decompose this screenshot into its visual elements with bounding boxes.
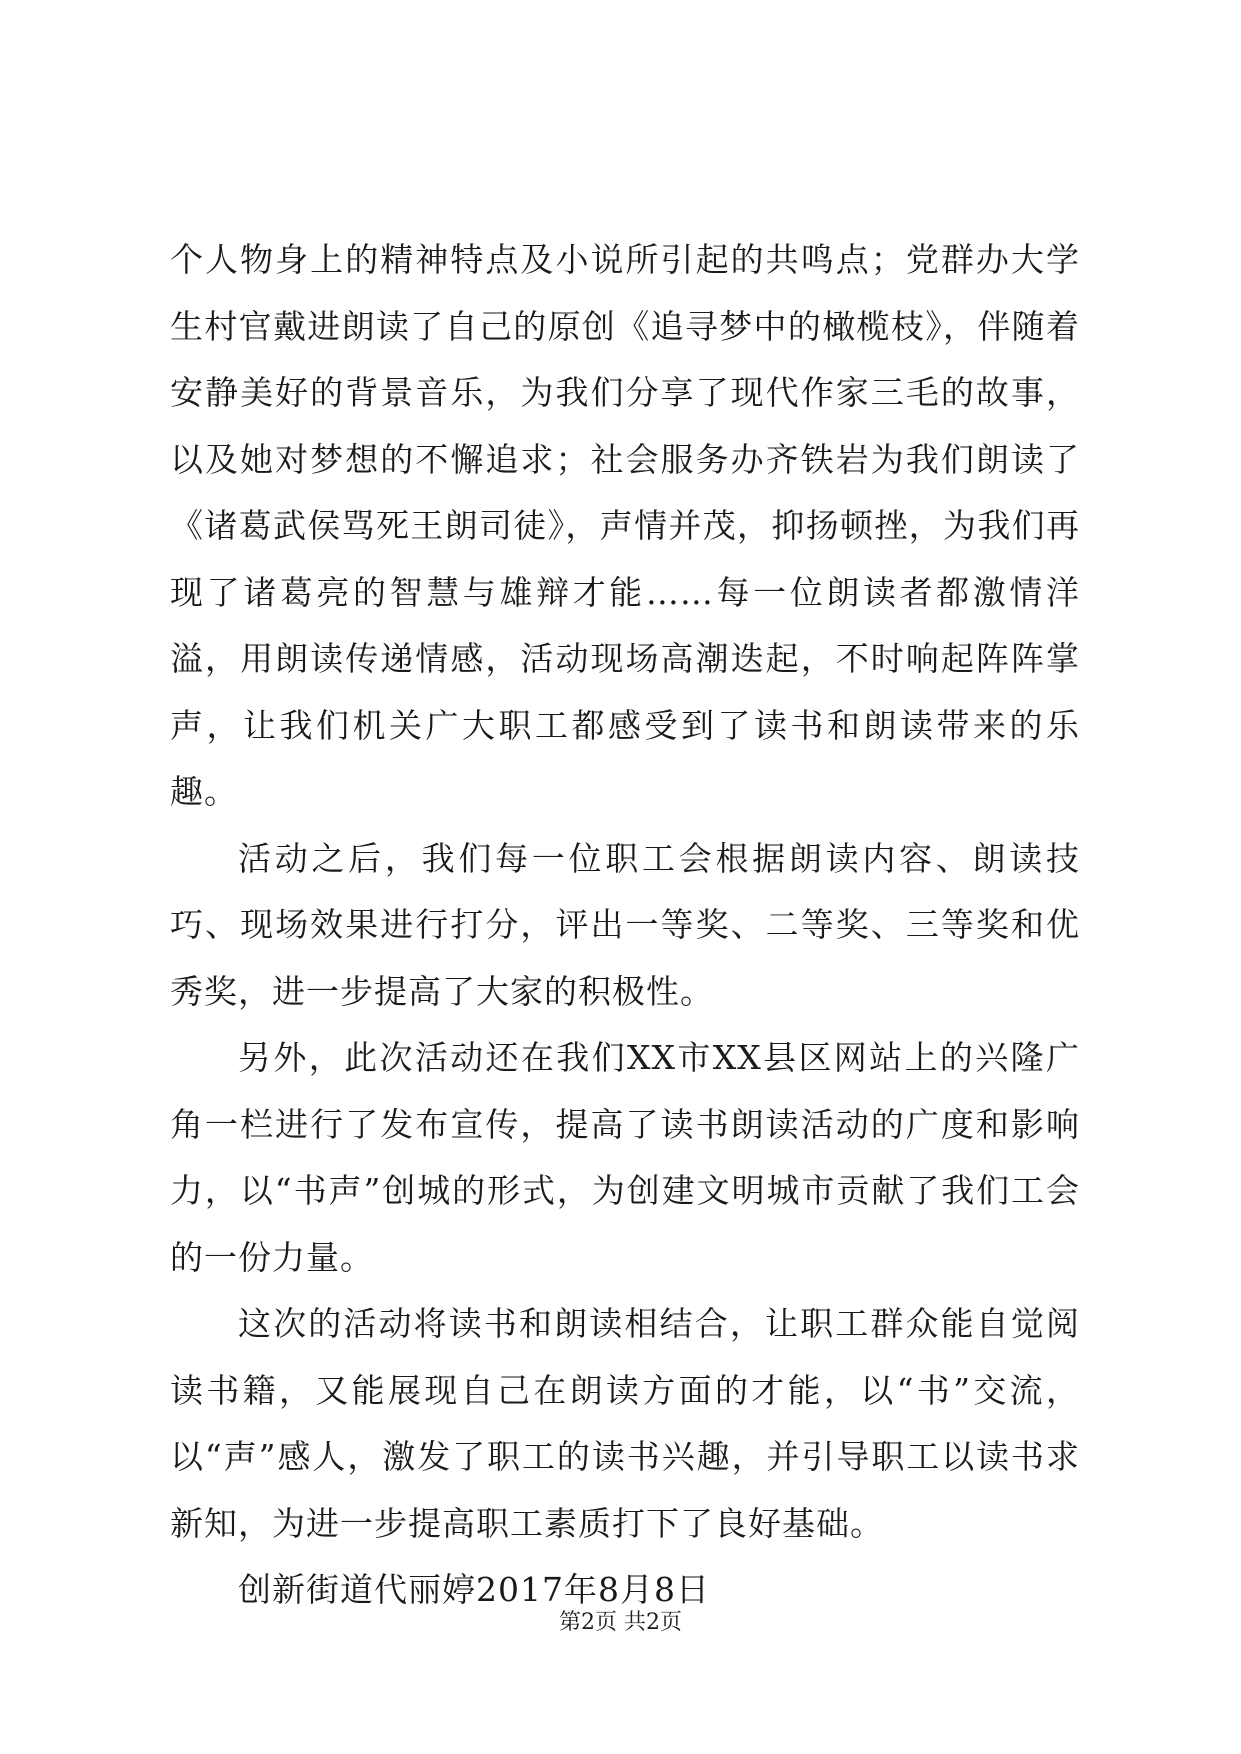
paragraph-publicity: 另外，此次活动还在我们XX市XX县区网站上的兴隆广角一栏进行了发布宣传，提高了读书朗读活动的广度和影响力，以“书声”创城的形式，为创建文明城市贡献了我们工会的一份力量。 bbox=[170, 1038, 1080, 1277]
paragraph-scoring: 活动之后，我们每一位职工会根据朗读内容、朗读技巧、现场效果进行打分，评出一等奖、二等奖、三等奖和优秀奖，进一步提高了大家的积极性。 bbox=[170, 838, 1080, 1011]
signature-line: 创新街道代丽婷2017年8月8日 bbox=[238, 1570, 710, 1609]
document-body bbox=[170, 227, 1080, 1624]
paragraph-continued: 个人物身上的精神特点及小说所引起的共鸣点；党群办大学生村官戴进朗读了自己的原创《追寻梦中的橄榄枝》，伴随着安静美好的背景音乐，为我们分享了现代作家三毛的故事，以及她对梦想的不懈追求；社会服务办齐铁岩为我们朗读了《诸葛武侯骂死王朗司徒》，声情并茂，抑扬顿挫，为我们再现了诸葛亮的智慧与雄辩才能……每一位朗读者都激情洋溢，用朗读传递情感，活动现场高潮迭起，不时响起阵阵掌声，让我们机关广大职工都感受到了读书和朗读带来的乐趣。 bbox=[170, 240, 1080, 811]
paragraph-conclusion: 这次的活动将读书和朗读相结合，让职工群众能自觉阅读书籍，又能展现自己在朗读方面的才能，以“书”交流，以“声”感人，激发了职工的读书兴趣，并引导职工以读书求新知，为进一步提高职工素质打下了良好基础。 bbox=[170, 1304, 1080, 1543]
page-footer: 第2页 共2页 bbox=[559, 1610, 682, 1635]
